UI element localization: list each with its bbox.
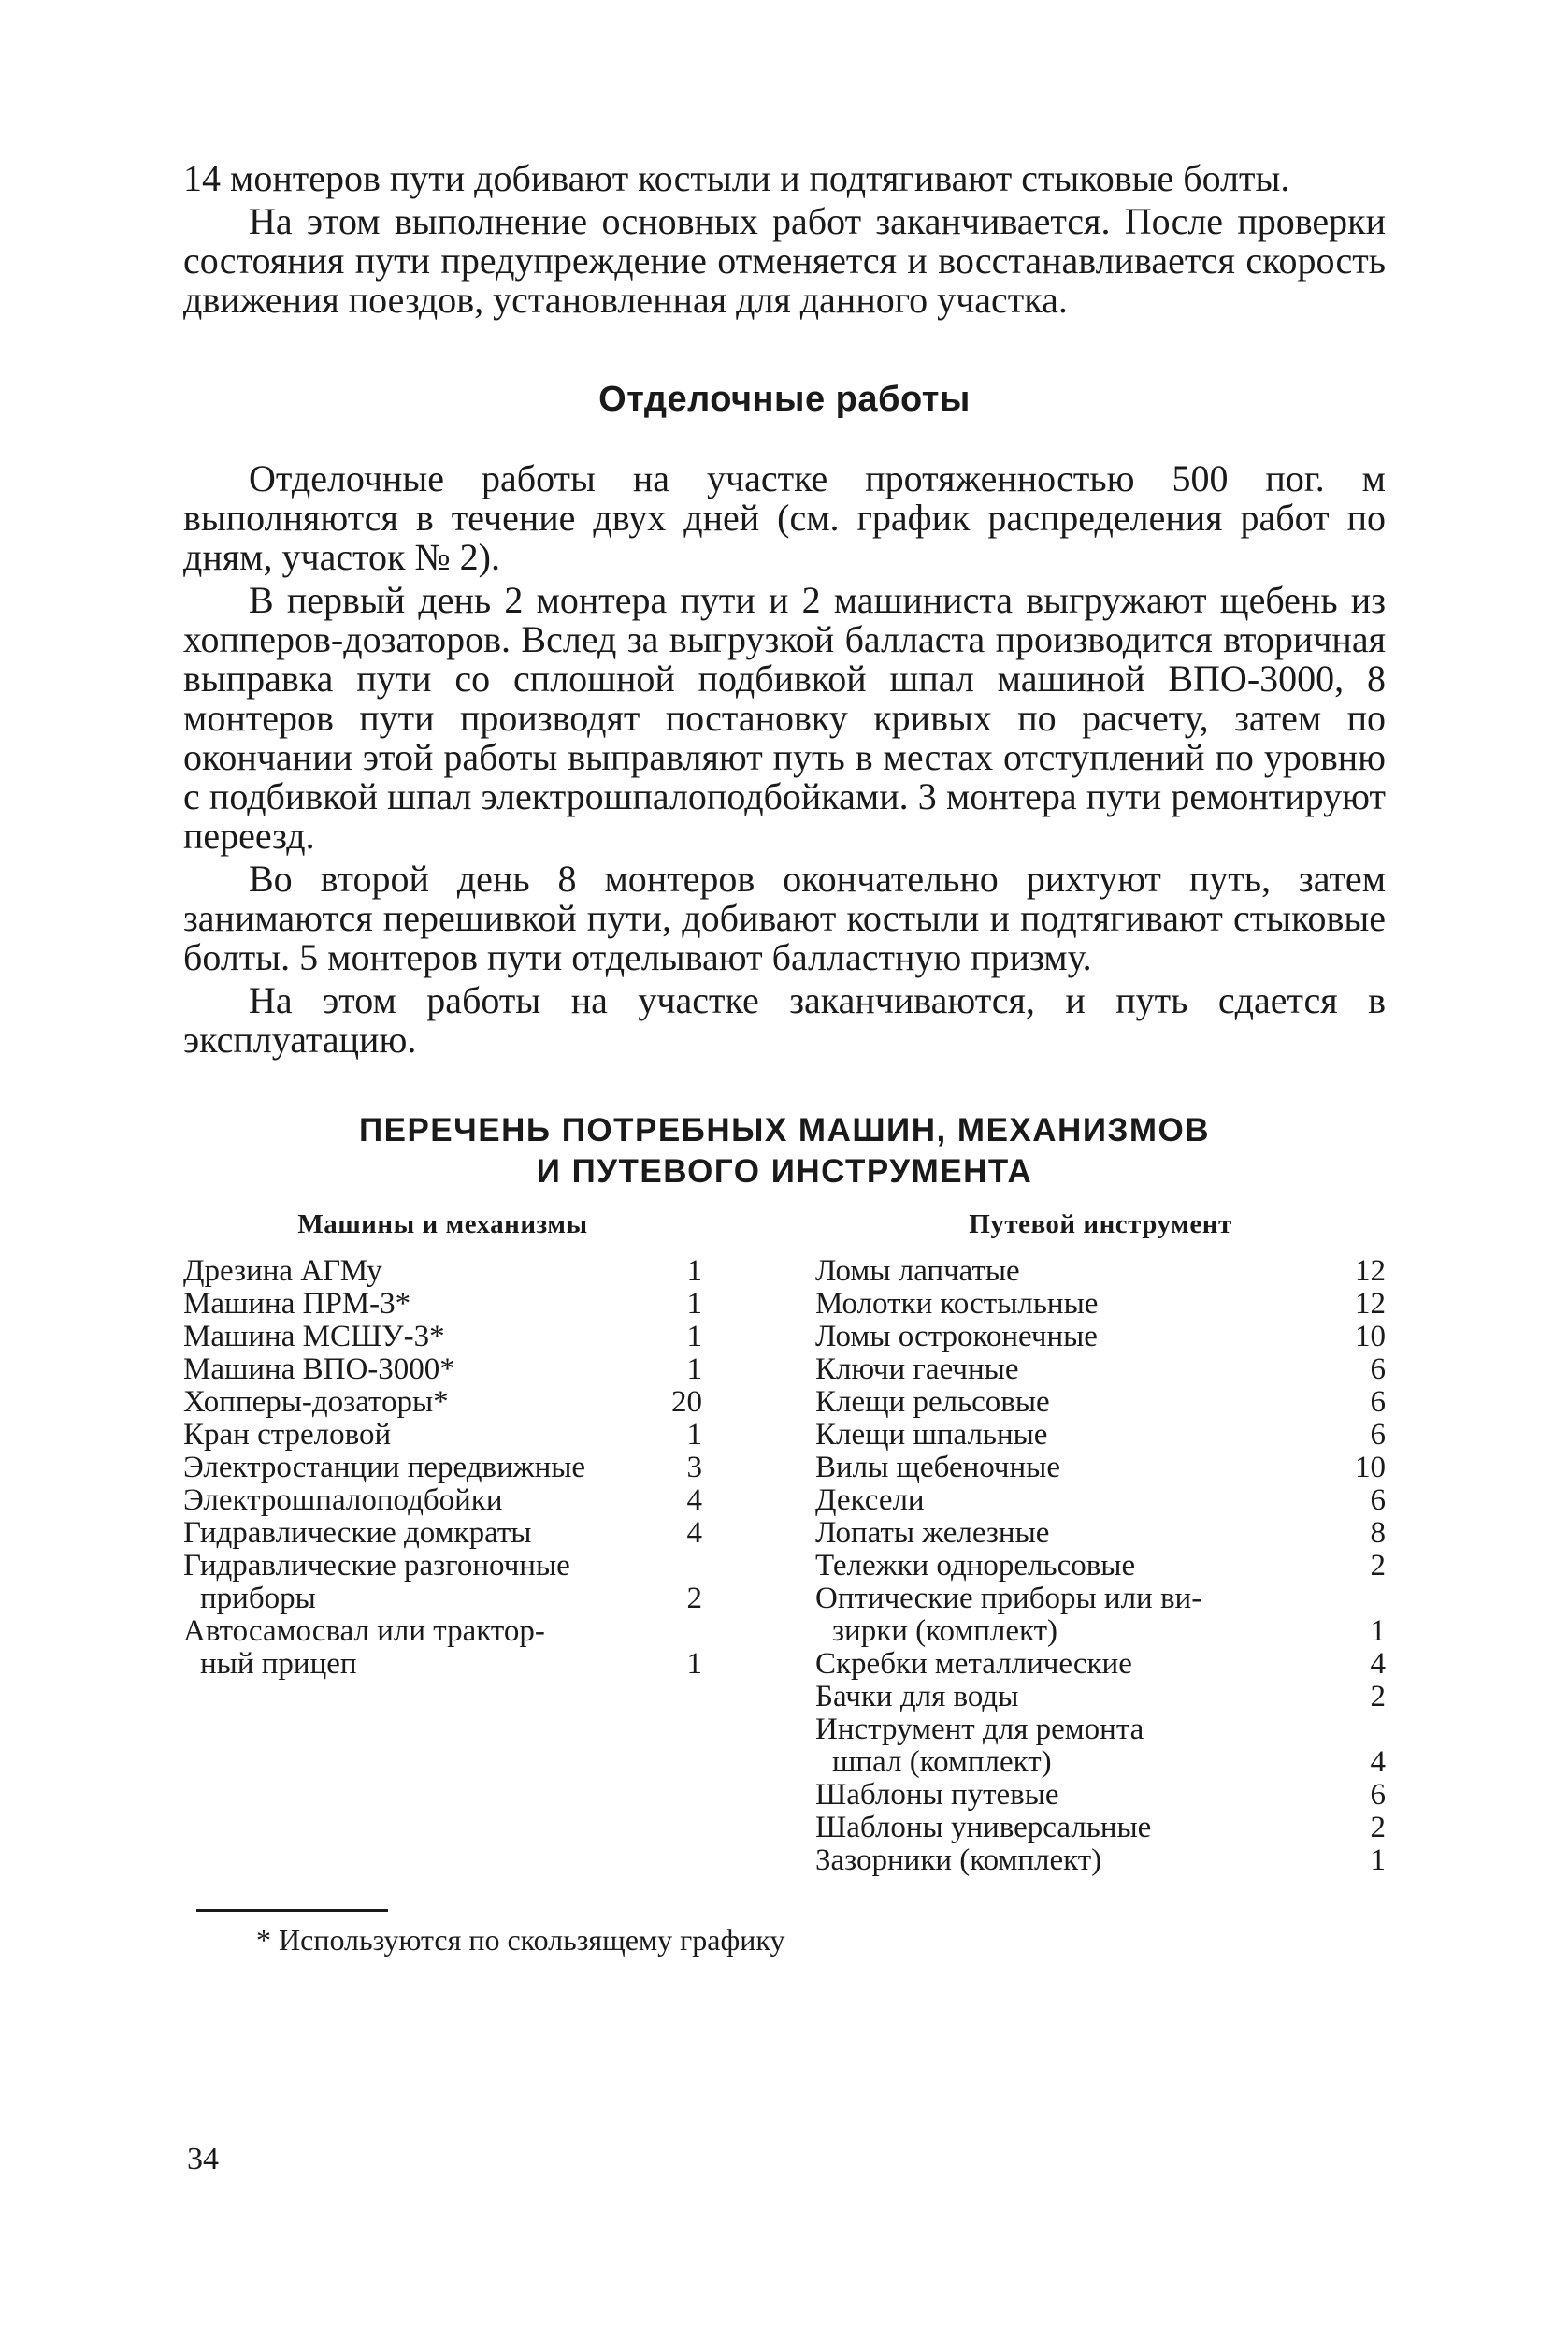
machine-row <box>183 1452 702 1484</box>
tool-row-name-text: Клещи рельсовые <box>815 1385 1050 1419</box>
machine-row-name-text: Гидравлические домкраты <box>183 1516 532 1550</box>
machine-row-quantity: 1 <box>686 1647 702 1681</box>
machine-row <box>183 1386 702 1419</box>
tool-row-name <box>815 1779 1339 1812</box>
tool-row-name-continuation: зирки (комплект) <box>832 1614 1058 1648</box>
machine-row <box>183 1484 702 1517</box>
machine-row-name <box>183 1353 655 1386</box>
tool-row-quantity: 2 <box>1370 1549 1386 1582</box>
tool-row-name <box>815 1452 1339 1484</box>
tool-row-quantity: 4 <box>1370 1647 1386 1681</box>
tool-row-name-text: Ломы остроконечные <box>815 1320 1098 1353</box>
machine-row-name <box>183 1255 655 1288</box>
machine-row-name-text: Дрезина АГМу <box>183 1254 382 1288</box>
tool-row <box>815 1255 1386 1288</box>
machine-row-name-text: Электрошпалоподбойки <box>183 1483 503 1517</box>
tool-row <box>815 1812 1386 1844</box>
tool-row-name <box>815 1844 1339 1877</box>
machine-row-quantity: 2 <box>686 1582 702 1615</box>
tool-row <box>815 1713 1386 1779</box>
tool-row-name <box>815 1550 1339 1582</box>
tool-row-name <box>815 1713 1339 1779</box>
machine-row <box>183 1517 702 1550</box>
machine-row-quantity: 1 <box>686 1320 702 1353</box>
tool-row-name-text: Шаблоны универсальные <box>815 1811 1152 1844</box>
tool-row-quantity: 1 <box>1370 1614 1386 1648</box>
tool-row <box>815 1321 1386 1353</box>
machine-row-name-continuation: ный прицеп <box>200 1647 357 1681</box>
finishing-paragraph-3: Во второй день 8 монтеров окончательно рихтуют путь, затем занимаются перешивкой пути, добивают костыли и подтягивают стыковые болты. 5 монтеров пути отделывают балластную призму. <box>183 858 1386 978</box>
machine-row-quantity: 4 <box>686 1516 702 1550</box>
machine-row-name <box>183 1419 655 1452</box>
intro-paragraph-1: 14 монтеров пути добивают костыли и подтягивают стыковые болты. <box>183 157 1290 199</box>
machine-row-name <box>183 1517 655 1550</box>
machine-row <box>183 1321 702 1353</box>
footnote-divider <box>196 1909 388 1912</box>
machine-row-name <box>183 1615 655 1681</box>
tool-row-name <box>815 1517 1339 1550</box>
machine-row-name <box>183 1288 655 1321</box>
tool-row-quantity: 10 <box>1355 1320 1386 1353</box>
tool-row-quantity: 2 <box>1370 1811 1386 1844</box>
tool-row-quantity: 8 <box>1370 1516 1386 1550</box>
machine-row <box>183 1288 702 1321</box>
tool-row-name-continuation: шпал (комплект) <box>832 1745 1052 1779</box>
machine-row-quantity: 1 <box>686 1287 702 1321</box>
machines-column <box>183 1209 702 1877</box>
page-number: 34 <box>187 2142 219 2176</box>
tool-row-name-text: Шаблоны путевые <box>815 1778 1059 1812</box>
tool-row <box>815 1681 1386 1713</box>
machine-row <box>183 1255 702 1288</box>
machine-row-name <box>183 1386 655 1419</box>
tool-row-name <box>815 1582 1339 1648</box>
tool-row-quantity: 2 <box>1370 1680 1386 1713</box>
tool-row-name <box>815 1321 1339 1353</box>
tool-row-name-text: Молотки костыльные <box>815 1287 1099 1321</box>
tool-row-name-text: Лопаты железные <box>815 1516 1050 1550</box>
finishing-paragraph-2: В первый день 2 монтера пути и 2 машиниста выгружают щебень из хопперов-дозаторов. Вслед за выгрузкой балласта производится вторичная выправка пути со сплошной подбивкой шпал машиной ВПО-3000, 8 монтеров пути производят постановку кривых по расчету, затем по окончании этой работы выправляют путь в местах отступлений по уровню с подбивкой шпал электрошпалоподбойками. 3 монтера пути ремонтируют переезд. <box>183 579 1386 857</box>
tool-row <box>815 1582 1386 1648</box>
machine-row-quantity: 3 <box>686 1451 702 1484</box>
machine-row <box>183 1353 702 1386</box>
machine-row-quantity: 4 <box>686 1483 702 1517</box>
tool-row-name-text: Инструмент для ремонта <box>815 1712 1144 1746</box>
machine-row-name <box>183 1452 655 1484</box>
tool-row-name-text: Ломы лапчатые <box>815 1254 1020 1288</box>
tool-row <box>815 1353 1386 1386</box>
tool-row-name <box>815 1353 1339 1386</box>
tool-row-name <box>815 1812 1339 1844</box>
machine-row-name-text: Машина ПРМ-3* <box>183 1287 411 1321</box>
machine-row-name-text: Машина ВПО-3000* <box>183 1352 455 1386</box>
tool-row-name <box>815 1255 1339 1288</box>
footnote: * Используются по скользящему графику <box>256 1923 785 1957</box>
machine-row-name-text: Автосамосвал или трактор- <box>183 1614 545 1648</box>
tool-row-name-text: Бачки для воды <box>815 1680 1019 1713</box>
equipment-heading <box>183 1110 1386 1192</box>
tool-row-name-text: Тележки однорельсовые <box>815 1549 1136 1582</box>
tool-row-name-text: Зазорники (комплект) <box>815 1843 1102 1877</box>
tool-row-name <box>815 1484 1339 1517</box>
page-body <box>183 159 1386 1958</box>
machine-row-name <box>183 1484 655 1517</box>
tool-row <box>815 1484 1386 1517</box>
tool-row-name-text: Вилы щебеночные <box>815 1451 1061 1484</box>
tool-row-quantity: 1 <box>1370 1843 1386 1877</box>
finishing-heading: Отделочные работы <box>598 380 971 419</box>
equipment-heading-line-2: И ПУТЕВОГО ИНСТРУМЕНТА <box>536 1153 1033 1190</box>
finishing-paragraph-4: На этом работы на участке заканчиваются, и путь сдается в эксплуатацию. <box>183 979 1386 1061</box>
tool-row-quantity: 6 <box>1370 1418 1386 1452</box>
tool-row-name-text: Скребки металлические <box>815 1647 1132 1681</box>
tool-row-name <box>815 1648 1339 1681</box>
machine-row-name-text: Электростанции передвижные <box>183 1451 586 1484</box>
tools-heading: Путевой инструмент <box>969 1209 1232 1239</box>
machine-row <box>183 1419 702 1452</box>
tool-row-name-text: Дексели <box>815 1483 925 1517</box>
tool-row-name <box>815 1288 1339 1321</box>
tool-row <box>815 1386 1386 1419</box>
tool-row <box>815 1288 1386 1321</box>
machines-heading: Машины и механизмы <box>297 1209 588 1239</box>
tool-row <box>815 1844 1386 1877</box>
tool-row-name-text: Оптические приборы или ви- <box>815 1582 1202 1615</box>
tool-row <box>815 1779 1386 1812</box>
tool-row-name-text: Клещи шпальные <box>815 1418 1048 1452</box>
tool-row-quantity: 6 <box>1370 1483 1386 1517</box>
machine-row-quantity: 1 <box>686 1352 702 1386</box>
machine-row-quantity: 1 <box>686 1254 702 1288</box>
tool-row <box>815 1452 1386 1484</box>
tool-row <box>815 1550 1386 1582</box>
machine-row <box>183 1615 702 1681</box>
machine-row-name-text: Хопперы-дозаторы* <box>183 1385 449 1419</box>
tool-row-name-text: Ключи гаечные <box>815 1352 1019 1386</box>
machine-row-name <box>183 1550 655 1615</box>
tool-row-name <box>815 1681 1339 1713</box>
machine-row-quantity: 20 <box>671 1385 702 1419</box>
machine-row-name-text: Гидравлические разгоночные <box>183 1549 570 1582</box>
tool-row-quantity: 6 <box>1370 1352 1386 1386</box>
tool-row-quantity: 6 <box>1370 1778 1386 1812</box>
tools-list <box>815 1255 1386 1877</box>
equipment-columns <box>183 1209 1386 1877</box>
tool-row-name <box>815 1419 1339 1452</box>
tool-row-quantity: 4 <box>1370 1745 1386 1779</box>
machine-row-quantity: 1 <box>686 1418 702 1452</box>
machine-row-name-text: Кран стреловой <box>183 1418 392 1452</box>
tool-row <box>815 1517 1386 1550</box>
tools-column <box>815 1209 1386 1877</box>
machine-row <box>183 1550 702 1615</box>
machine-row-name-text: Машина МСШУ-3* <box>183 1320 445 1353</box>
tool-row-quantity: 10 <box>1355 1451 1386 1484</box>
machine-row-name-continuation: приборы <box>200 1582 316 1615</box>
finishing-paragraph-1: Отделочные работы на участке протяженностью 500 пог. м выполняются в течение двух дней (см. график распределения работ по дням, участок № 2). <box>183 457 1386 578</box>
tool-row <box>815 1648 1386 1681</box>
intro-paragraph-2: На этом выполнение основных работ заканчивается. После проверки состояния пути предупреждение отменяется и восстанавливается скорость движения поездов, установленная для данного участка. <box>183 200 1386 321</box>
tool-row-name <box>815 1386 1339 1419</box>
tool-row <box>815 1419 1386 1452</box>
tool-row-quantity: 6 <box>1370 1385 1386 1419</box>
machine-row-name <box>183 1321 655 1353</box>
equipment-heading-line-1: ПЕРЕЧЕНЬ ПОТРЕБНЫХ МАШИН, МЕХАНИЗМОВ <box>358 1112 1211 1149</box>
machines-list <box>183 1255 702 1681</box>
tool-row-quantity: 12 <box>1355 1287 1386 1321</box>
tool-row-quantity: 12 <box>1355 1254 1386 1288</box>
